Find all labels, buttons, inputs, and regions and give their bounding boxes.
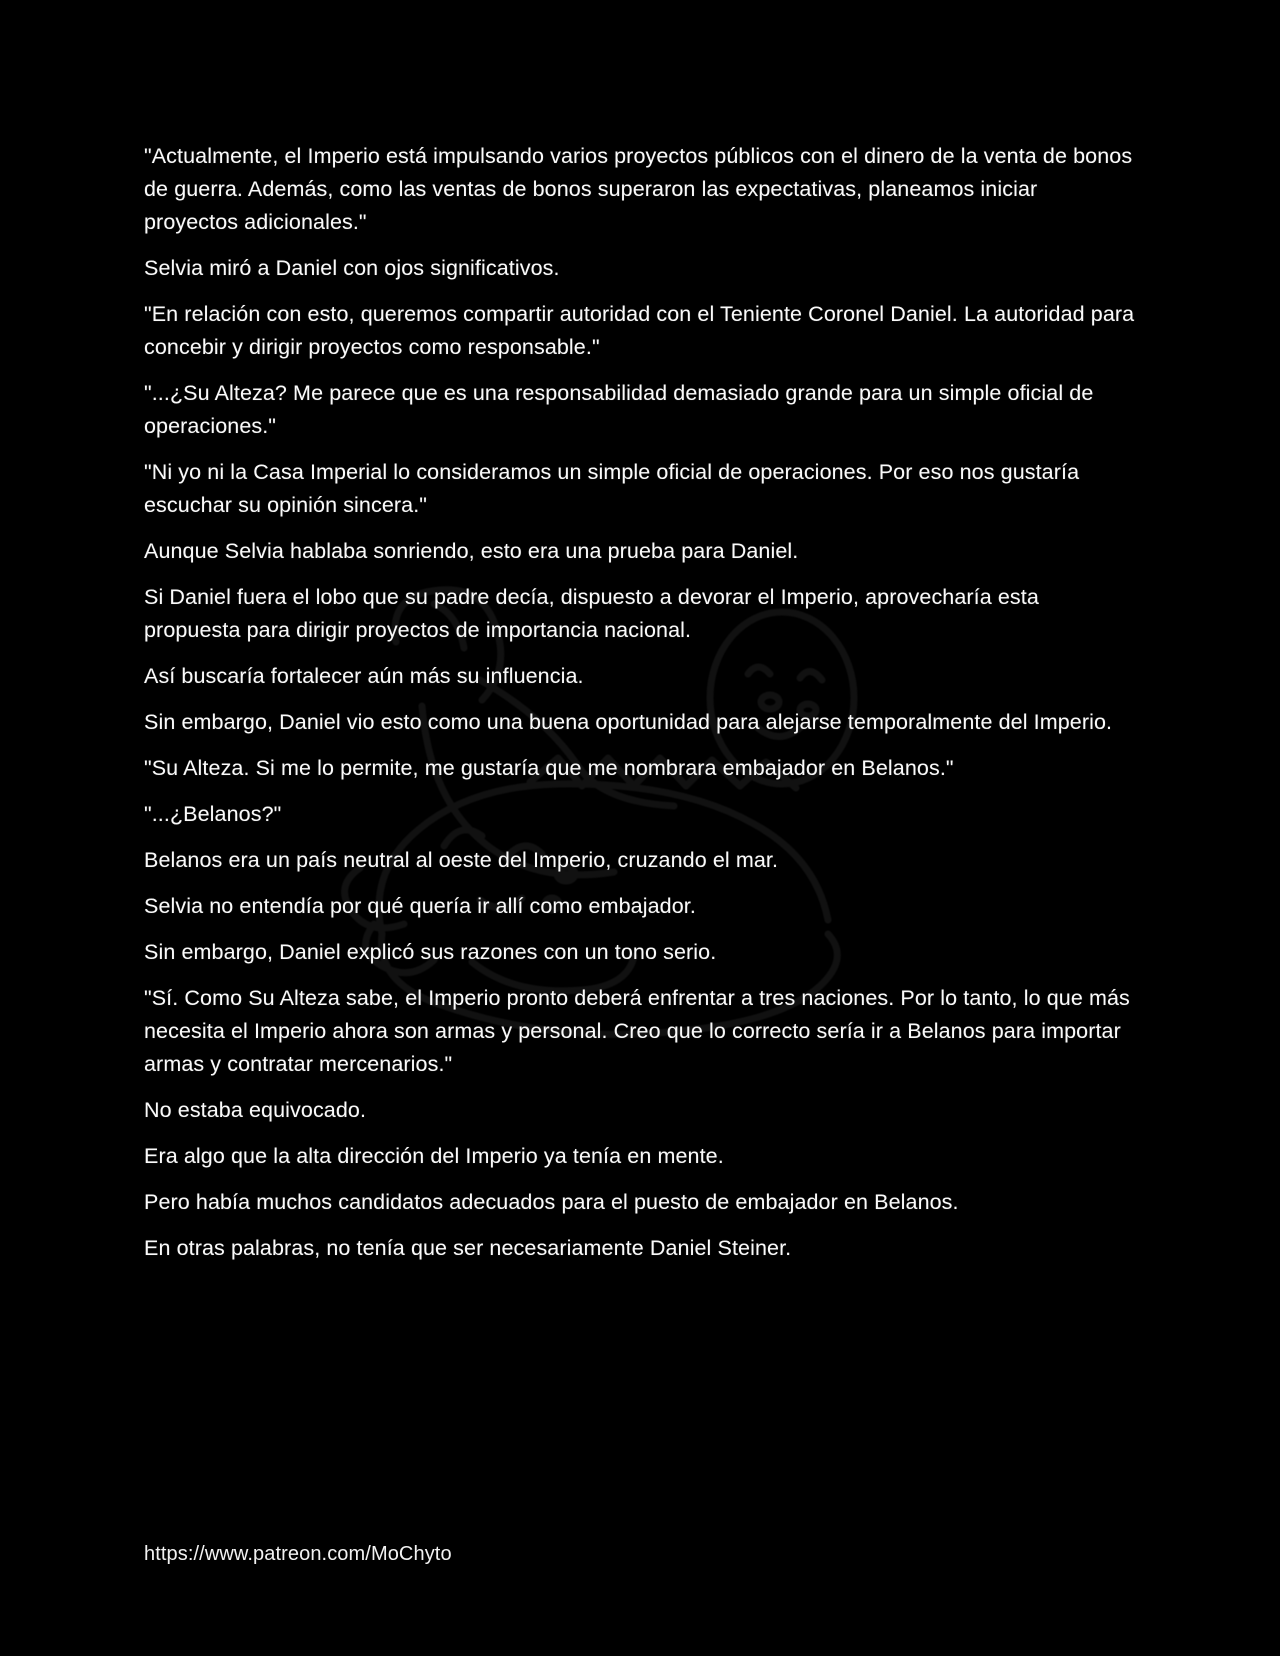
story-paragraph: Si Daniel fuera el lobo que su padre decía, dispuesto a devorar el Imperio, aprovecharía esta propuesta para dirigir proyectos de importancia nacional.	[144, 585, 1039, 642]
story-paragraph: "Sí. Como Su Alteza sabe, el Imperio pronto deberá enfrentar a tres naciones. Por lo tanto, lo que más necesita el Imperio ahora son armas y personal. Creo que lo correcto sería ir a Belanos para importar armas y contratar mercenarios."	[144, 986, 1130, 1076]
story-paragraph: Belanos era un país neutral al oeste del Imperio, cruzando el mar.	[144, 848, 779, 872]
story-paragraph: Así buscaría fortalecer aún más su influencia.	[144, 664, 584, 688]
story-paragraph: "Ni yo ni la Casa Imperial lo consideramos un simple oficial de operaciones. Por eso nos gustaría escuchar su opinión sincera."	[144, 460, 1080, 517]
story-paragraph: "...¿Belanos?"	[144, 802, 282, 826]
story-paragraph: Era algo que la alta dirección del Imperio ya tenía en mente.	[144, 1144, 724, 1168]
story-paragraph: Aunque Selvia hablaba sonriendo, esto era una prueba para Daniel.	[144, 539, 799, 563]
story-paragraph: "Su Alteza. Si me lo permite, me gustaría que me nombrara embajador en Belanos."	[144, 756, 954, 780]
story-paragraph: No estaba equivocado.	[144, 1098, 367, 1122]
story-text-column	[144, 140, 1136, 1265]
story-paragraph: "...¿Su Alteza? Me parece que es una responsabilidad demasiado grande para un simple oficial de operaciones."	[144, 381, 1094, 438]
story-paragraph: Selvia no entendía por qué quería ir allí como embajador.	[144, 894, 696, 918]
story-paragraph: Pero había muchos candidatos adecuados para el puesto de embajador en Belanos.	[144, 1190, 959, 1214]
patreon-link[interactable]: https://www.patreon.com/MoChyto	[144, 1543, 452, 1565]
story-paragraph: "Actualmente, el Imperio está impulsando varios proyectos públicos con el dinero de la venta de bonos de guerra. Además, como las ventas de bonos superaron las expectativas, planeamos iniciar proyectos adicionales."	[144, 144, 1133, 234]
story-paragraph: Selvia miró a Daniel con ojos significativos.	[144, 256, 560, 280]
story-paragraph: "En relación con esto, queremos compartir autoridad con el Teniente Coronel Daniel. La autoridad para concebir y dirigir proyectos como responsable."	[144, 302, 1135, 359]
story-paragraph: En otras palabras, no tenía que ser necesariamente Daniel Steiner.	[144, 1236, 792, 1260]
story-paragraph: Sin embargo, Daniel explicó sus razones con un tono serio.	[144, 940, 717, 964]
story-paragraph: Sin embargo, Daniel vio esto como una buena oportunidad para alejarse temporalmente del Imperio.	[144, 710, 1113, 734]
